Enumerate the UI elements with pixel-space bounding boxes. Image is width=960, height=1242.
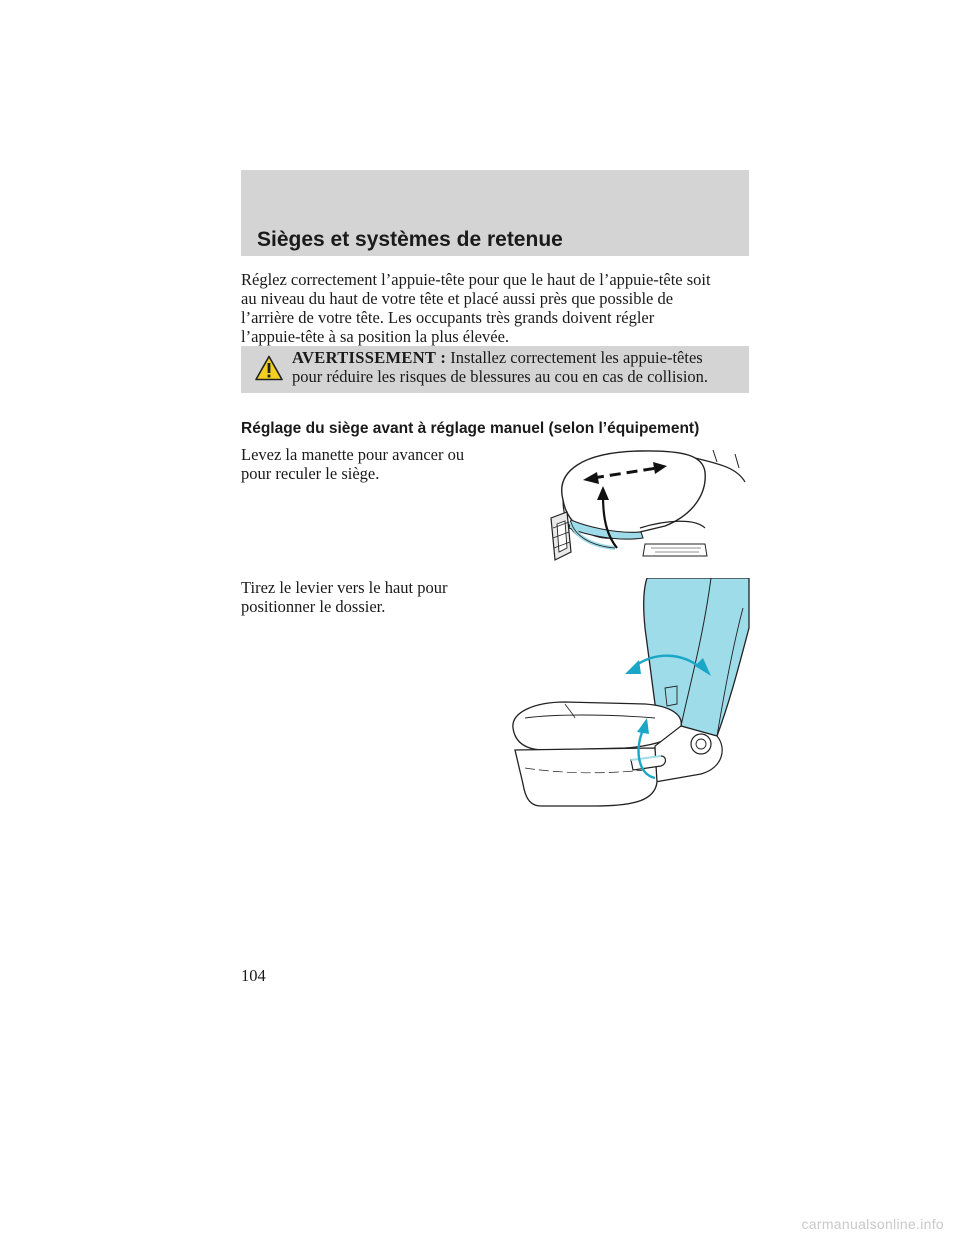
intro-line-3: l’arrière de votre tête. Les occupants très grands doivent régler bbox=[241, 308, 655, 327]
header-band bbox=[241, 170, 749, 256]
watermark: carmanualsonline.info bbox=[801, 1216, 944, 1232]
intro-line-2: au niveau du haut de votre tête et placé aussi près que possible de bbox=[241, 289, 674, 308]
step1-line-2: pour reculer le siège. bbox=[241, 464, 380, 483]
seatback-recline-illustration bbox=[505, 578, 751, 810]
seat-slide-illustration bbox=[545, 448, 751, 566]
warning-triangle-icon bbox=[255, 355, 283, 381]
intro-line-1: Réglez correctement l’appuie-tête pour que le haut de l’appuie-tête soit bbox=[241, 270, 711, 289]
step2-line-1: Tirez le levier vers le haut pour bbox=[241, 578, 448, 597]
warning-text bbox=[292, 348, 708, 386]
step1-line-1: Levez la manette pour avancer ou bbox=[241, 445, 465, 464]
warning-label: AVERTISSEMENT : bbox=[292, 348, 447, 367]
manual-seat-heading: Réglage du siège avant à réglage manuel (selon l’équipement) bbox=[241, 420, 700, 437]
warning-line-1: Installez correctement les appuie-têtes bbox=[450, 348, 703, 367]
section-title: Sièges et systèmes de retenue bbox=[257, 228, 563, 251]
step2-line-2: positionner le dossier. bbox=[241, 597, 386, 616]
page-number: 104 bbox=[241, 966, 266, 985]
warning-box bbox=[241, 346, 749, 393]
intro-line-4: l’appuie-tête à sa position la plus élevée. bbox=[241, 327, 510, 346]
warning-line-2: pour réduire les risques de blessures au cou en cas de collision. bbox=[292, 367, 709, 386]
